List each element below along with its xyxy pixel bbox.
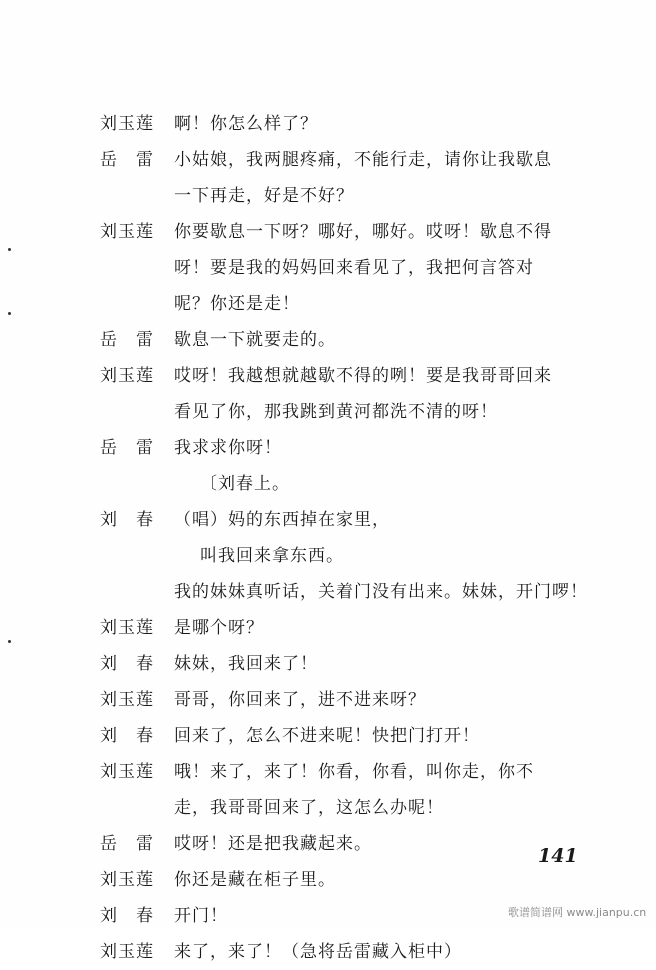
dialogue-text: 回来了，怎么不进来呢！快把门打开！ bbox=[174, 726, 480, 746]
dialogue-text: 开门！ bbox=[174, 906, 228, 926]
speaker-name: 刘玉莲 bbox=[100, 762, 154, 782]
dialogue-text: 歇息一下就要走的。 bbox=[174, 330, 336, 350]
speaker-name: 岳 雷 bbox=[100, 834, 154, 854]
dialogue-line bbox=[100, 358, 600, 394]
speaker-name: 刘 春 bbox=[100, 726, 154, 746]
dialogue-text: （唱）妈的东西掉在家里， bbox=[174, 510, 390, 530]
dialogue-line bbox=[100, 790, 600, 826]
speaker-name: 刘 春 bbox=[100, 654, 154, 674]
speaker-name: 刘玉莲 bbox=[100, 114, 154, 134]
speaker-name: 刘玉莲 bbox=[100, 618, 154, 638]
script-dialogue bbox=[100, 106, 600, 970]
stage-direction-line bbox=[100, 466, 600, 502]
dialogue-text: 小姑娘，我两腿疼痛，不能行走，请你让我歇息 bbox=[174, 150, 552, 170]
dialogue-text: 啊！你怎么样了？ bbox=[174, 114, 318, 134]
dialogue-text: 是哪个呀？ bbox=[174, 618, 264, 638]
dialogue-text: 一下再走，好是不好？ bbox=[174, 186, 354, 206]
speaker-name: 岳 雷 bbox=[100, 330, 154, 350]
dialogue-line bbox=[100, 502, 600, 538]
speaker-name: 刘玉莲 bbox=[100, 870, 154, 890]
dialogue-text: 你要歇息一下呀？哪好，哪好。哎呀！歇息不得 bbox=[174, 222, 552, 242]
dialogue-text: 看见了你，那我跳到黄河都洗不清的呀！ bbox=[174, 402, 498, 422]
dialogue-text: 走，我哥哥回来了，这怎么办呢！ bbox=[174, 798, 444, 818]
dialogue-line bbox=[100, 286, 600, 322]
dialogue-line bbox=[100, 610, 600, 646]
speaker-name: 岳 雷 bbox=[100, 438, 154, 458]
speaker-name: 刘 春 bbox=[100, 906, 154, 926]
print-speck bbox=[8, 248, 11, 251]
dialogue-line bbox=[100, 718, 600, 754]
dialogue-line bbox=[100, 754, 600, 790]
dialogue-text: 来了，来了！（急将岳雷藏入柜中） bbox=[174, 942, 462, 962]
dialogue-text: 呢？你还是走！ bbox=[174, 294, 300, 314]
dialogue-text: 哎呀！我越想就越歇不得的咧！要是我哥哥回来 bbox=[174, 366, 552, 386]
dialogue-line bbox=[100, 106, 600, 142]
print-speck bbox=[8, 640, 11, 643]
dialogue-text: 哥哥，你回来了，进不进来呀？ bbox=[174, 690, 426, 710]
dialogue-line bbox=[100, 142, 600, 178]
dialogue-line bbox=[100, 862, 600, 898]
page-number: 141 bbox=[538, 845, 578, 867]
speaker-name: 刘玉莲 bbox=[100, 366, 154, 386]
dialogue-line bbox=[100, 322, 600, 358]
stage-direction-text: 〔刘春上。 bbox=[200, 474, 290, 494]
dialogue-text: 妹妹，我回来了！ bbox=[174, 654, 318, 674]
dialogue-line bbox=[100, 646, 600, 682]
dialogue-text: 呀！要是我的妈妈回来看见了，我把何言答对 bbox=[174, 258, 534, 278]
speaker-name: 刘玉莲 bbox=[100, 222, 154, 242]
song-text: 我的妹妹真听话，关着门没有出来。妹妹，开门啰！ bbox=[174, 582, 588, 602]
dialogue-text: 哦！来了，来了！你看，你看，叫你走，你不 bbox=[174, 762, 534, 782]
site-watermark: 歌谱简谱网 www.jianpu.cn bbox=[508, 906, 647, 919]
dialogue-text: 你还是藏在柜子里。 bbox=[174, 870, 336, 890]
speaker-name: 刘 春 bbox=[100, 510, 154, 530]
song-text: 叫我回来拿东西。 bbox=[200, 546, 344, 566]
speaker-name: 刘玉莲 bbox=[100, 942, 154, 962]
speaker-name: 刘玉莲 bbox=[100, 690, 154, 710]
dialogue-text: 哎呀！还是把我藏起来。 bbox=[174, 834, 372, 854]
dialogue-line bbox=[100, 214, 600, 250]
dialogue-line bbox=[100, 826, 600, 862]
dialogue-line bbox=[100, 430, 600, 466]
dialogue-line bbox=[100, 934, 600, 970]
song-line bbox=[100, 574, 600, 610]
dialogue-line bbox=[100, 250, 600, 286]
dialogue-line bbox=[100, 682, 600, 718]
dialogue-line bbox=[100, 178, 600, 214]
print-speck bbox=[8, 312, 11, 315]
speaker-name: 岳 雷 bbox=[100, 150, 154, 170]
dialogue-text: 我求求你呀！ bbox=[174, 438, 282, 458]
song-line bbox=[100, 538, 600, 574]
dialogue-line bbox=[100, 394, 600, 430]
